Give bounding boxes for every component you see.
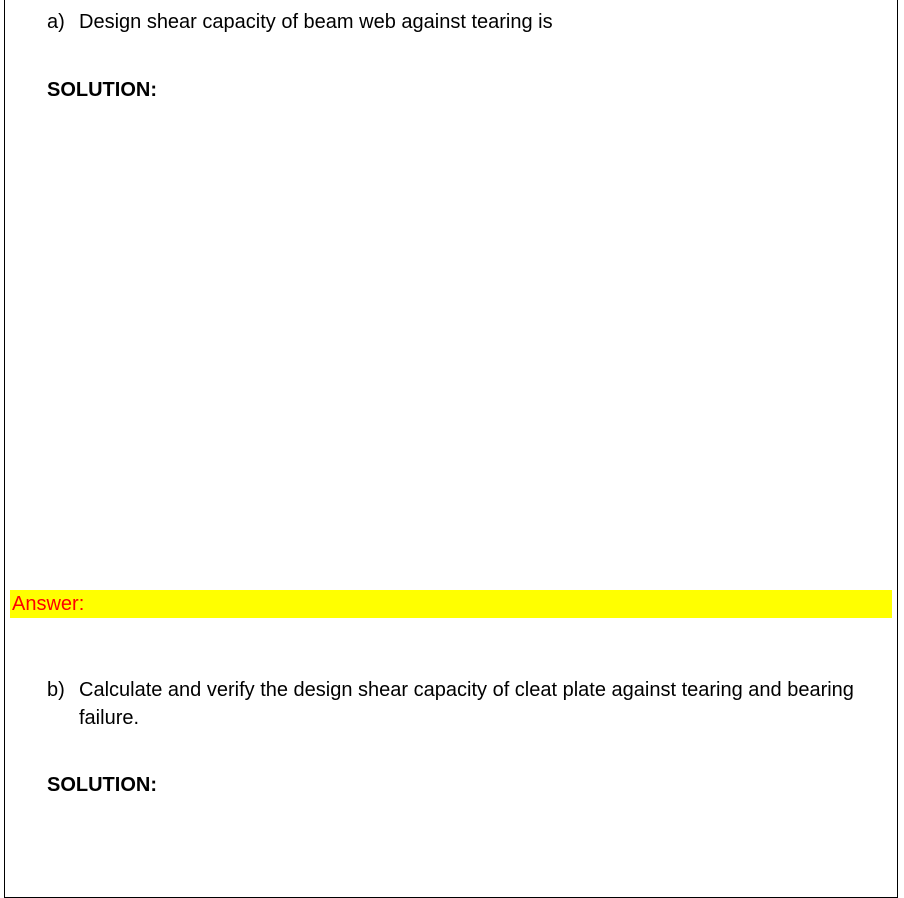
question-b-text: Calculate and verify the design shear capacity of cleat plate against tearing and bearing failure.	[79, 679, 854, 729]
solution-heading-b: SOLUTION:	[47, 774, 157, 796]
question-b	[47, 676, 877, 732]
question-b-label: b)	[47, 679, 65, 701]
answer-highlight	[10, 590, 892, 618]
solution-heading-a: SOLUTION:	[47, 79, 157, 101]
question-a-text: Design shear capacity of beam web against tearing is	[79, 11, 553, 33]
question-frame	[4, 0, 898, 898]
question-a-label: a)	[47, 11, 65, 33]
question-a	[47, 9, 553, 35]
answer-label: Answer:	[12, 593, 85, 615]
